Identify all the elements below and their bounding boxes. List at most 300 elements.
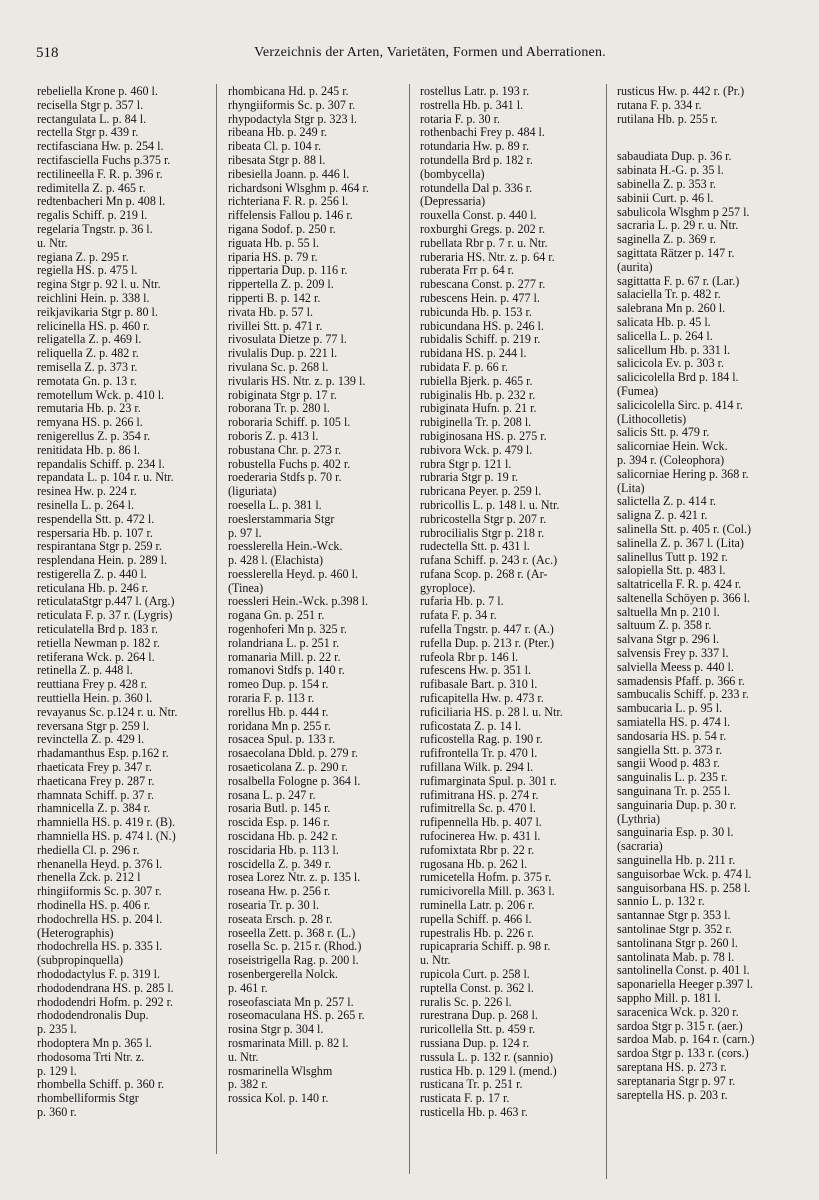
- index-entry: sambucalis Schiff. p. 233 r.: [617, 688, 749, 702]
- index-entry: rusticata F. p. 17 r.: [420, 1092, 510, 1106]
- index-entry: rubivora Wck. p. 479 l.: [420, 443, 533, 457]
- index-entry: ruficiliaria HS. p. 28 l. u. Ntr.: [420, 705, 563, 719]
- index-entry: repandata L. p. 104 r. u. Ntr.: [37, 471, 174, 485]
- index-entry: remutaria Hb. p. 23 r.: [37, 402, 141, 416]
- index-entry: reticulana Hb. p. 246 r.: [37, 581, 149, 595]
- index-entry: roseistrigella Rag. p. 200 l.: [228, 954, 359, 968]
- index-entry: (Tinea): [228, 581, 264, 595]
- index-entry: salvensis Frey p. 337 l.: [617, 647, 729, 661]
- index-entry: rhododendri Hofm. p. 292 r.: [37, 995, 174, 1009]
- index-entry: salaciella Tr. p. 482 r.: [617, 288, 721, 302]
- index-entry: robustana Chr. p. 273 r.: [228, 443, 342, 457]
- index-entry: rivulana Sc. p. 268 l.: [228, 360, 329, 374]
- index-entry: rosaria Butl. p. 145 r.: [228, 802, 331, 816]
- index-entry: rosaecolana Dbld. p. 279 r.: [228, 747, 358, 761]
- index-entry: sabinata H.-G. p. 35 l.: [617, 164, 724, 178]
- index-entry: roridana Mn p. 255 r.: [228, 719, 331, 733]
- index-entry: (Heterographis): [37, 926, 114, 940]
- index-entry: rustica Hb. p. 129 l. (mend.): [420, 1064, 557, 1078]
- index-entry: ribeata Cl. p. 104 r.: [228, 140, 322, 154]
- index-entry: rosearia Tr. p. 30 l.: [228, 899, 320, 913]
- index-entry: rubiginata Hufn. p. 21 r.: [420, 402, 537, 416]
- index-column-1: [37, 85, 209, 1120]
- index-entry: reichlini Hein. p. 338 l.: [37, 291, 150, 305]
- index-entry: rhyngiiformis Sc. p. 307 r.: [228, 98, 356, 112]
- index-entry: richteriana F. R. p. 256 l.: [228, 195, 349, 209]
- index-entry: sanguinaria Dup. p. 30 r.: [617, 798, 737, 812]
- index-entry: saracenica Wck. p. 320 r.: [617, 1005, 739, 1019]
- index-entry: salicicolella Brd p. 184 l.: [617, 371, 739, 385]
- index-entry: saginella Z. p. 369 r.: [617, 233, 717, 247]
- index-entry: reticulatella Brd p. 183 r.: [37, 623, 158, 637]
- index-entry: rufomixtata Rbr p. 22 r.: [420, 843, 535, 857]
- index-entry: rubidana HS. p. 244 l.: [420, 347, 527, 361]
- index-entry: sareptana HS. p. 273 r.: [617, 1060, 727, 1074]
- index-entry: sareptanaria Stgr p. 97 r.: [617, 1074, 736, 1088]
- index-entry: sardoa Stgr p. 133 r. (cors.): [617, 1047, 749, 1061]
- index-entry: rufillana Wilk. p. 294 l.: [420, 761, 534, 775]
- index-entry: roseomaculana HS. p. 265 r.: [228, 1009, 365, 1023]
- index-entry: rubricana Peyer. p. 259 l.: [420, 485, 542, 499]
- index-entry: p. 394 r. (Coleophora): [617, 453, 725, 467]
- index-entry: rufimarginata Spul. p. 301 r.: [420, 774, 557, 788]
- index-entry: rhadamanthus Esp. p.162 r.: [37, 747, 169, 761]
- index-column-4: [617, 85, 797, 1102]
- index-entry: salicellum Hb. p. 331 l.: [617, 343, 731, 357]
- index-entry: ruricollella Stt. p. 459 r.: [420, 1023, 536, 1037]
- index-entry: salictella Z. p. 414 r.: [617, 495, 717, 509]
- column-rule: [606, 84, 607, 1179]
- index-entry: rotundella Brd p. 182 r.: [420, 153, 533, 167]
- index-entry: rutilana Hb. p. 255 r.: [617, 112, 718, 126]
- index-entry: reikjavikaria Stgr p. 80 l.: [37, 305, 158, 319]
- index-entry: rectangulata L. p. 84 l.: [37, 112, 147, 126]
- index-entry: samiatella HS. p. 474 l.: [617, 716, 731, 730]
- index-entry: sabulicola Wlsghm p 257 l.: [617, 205, 750, 219]
- index-entry: redtenbacheri Mn p. 408 l.: [37, 195, 166, 209]
- index-entry: rusticus Hw. p. 442 r. (Pr.): [617, 85, 745, 98]
- index-entry: remotellum Wck. p. 410 l.: [37, 388, 165, 402]
- index-entry: sacraria L. p. 29 r. u. Ntr.: [617, 219, 739, 233]
- index-entry: [617, 142, 797, 150]
- index-entry: rogenhoferi Mn p. 325 r.: [228, 623, 347, 637]
- index-entry: rubricostella Stgr p. 207 r.: [420, 512, 547, 526]
- index-entry: rugosana Hb. p. 262 l.: [420, 857, 528, 871]
- index-entry: romanovi Stdfs p. 140 r.: [228, 664, 345, 678]
- index-entry: rubiginalis Hb. p. 232 r.: [420, 388, 536, 402]
- index-entry: retiferana Wck. p. 264 l.: [37, 650, 155, 664]
- index-entry: revinctella Z. p. 429 l.: [37, 733, 145, 747]
- index-entry: ribeana Hb. p. 249 r.: [228, 126, 328, 140]
- index-entry: rivulalis Dup. p. 221 l.: [228, 347, 338, 361]
- index-entry: sagittatta F. p. 67 r. (Lar.): [617, 274, 740, 288]
- index-entry: roseofasciata Mn p. 257 l.: [228, 995, 354, 1009]
- index-entry: rivosulata Dietze p. 77 l.: [228, 333, 347, 347]
- index-entry: regiana Z. p. 295 r.: [37, 250, 129, 264]
- index-entry: p. 129 l.: [37, 1064, 77, 1078]
- index-entry: ribesata Stgr p. 88 l.: [228, 153, 326, 167]
- index-entry: salicicola Ev. p. 303 r.: [617, 357, 725, 371]
- index-entry: sanguisorbae Wck. p. 474 l.: [617, 867, 752, 881]
- index-entry: u. Ntr.: [420, 954, 451, 968]
- index-entry: rossica Kol. p. 140 r.: [228, 1092, 329, 1106]
- index-entry: religatella Z. p. 469 l.: [37, 333, 142, 347]
- index-entry: russiana Dup. p. 124 r.: [420, 1036, 530, 1050]
- index-entry: rostrella Hb. p. 341 l.: [420, 98, 524, 112]
- index-entry: salinella Z. p. 367 l. (Lita): [617, 536, 744, 550]
- index-entry: rectifasciella Fuchs p.375 r.: [37, 153, 171, 167]
- index-entry: sardoa Stgr p. 315 r. (aer.): [617, 1019, 743, 1033]
- index-entry: rupestralis Hb. p. 226 r.: [420, 926, 534, 940]
- index-entry: rupella Schiff. p. 466 l.: [420, 912, 532, 926]
- index-entry: saponariella Heeger p.397 l.: [617, 978, 754, 992]
- index-entry: rumicivorella Mill. p. 363 l.: [420, 885, 555, 899]
- index-entry: p. 428 l. (Elachista): [228, 554, 324, 568]
- running-head: Verzeichnis der Arten, Varietäten, Formen und Aberrationen.: [254, 45, 606, 60]
- index-entry: salvana Stgr p. 296 l.: [617, 633, 720, 647]
- index-entry: ruberaria HS. Ntr. z. p. 64 r.: [420, 250, 555, 264]
- index-entry: [617, 126, 797, 134]
- index-entry: u. Ntr.: [228, 1050, 259, 1064]
- index-entry: romanaria Mill. p. 22 r.: [228, 650, 341, 664]
- index-entry: retinella Z. p. 448 l.: [37, 664, 133, 678]
- index-entry: roeslerstammaria Stgr: [228, 512, 335, 526]
- index-entry: respendella Stt. p. 472 l.: [37, 512, 155, 526]
- index-entry: rubrocilialis Stgr p. 218 r.: [420, 526, 545, 540]
- index-entry: rufescens Hw. p. 351 l.: [420, 664, 532, 678]
- index-entry: gyroploce).: [420, 581, 476, 595]
- index-entry: rectilineella F. R. p. 396 r.: [37, 167, 163, 181]
- index-entry: ribesiella Joann. p. 446 l.: [228, 167, 350, 181]
- index-entry: rufana Scop. p. 268 r. (Ar-: [420, 567, 548, 581]
- index-entry: respersaria Hb. p. 107 r.: [37, 526, 153, 540]
- index-entry: riparia HS. p. 79 r.: [228, 250, 318, 264]
- index-entry: roscidaria Hb. p. 113 l.: [228, 843, 339, 857]
- index-entry: rotaria F. p. 30 r.: [420, 112, 500, 126]
- index-column-2: [228, 85, 400, 1106]
- index-entry: rubicundana HS. p. 246 l.: [420, 319, 544, 333]
- index-entry: rotundella Dal p. 336 r.: [420, 181, 533, 195]
- index-entry: rhodoptera Mn p. 365 l.: [37, 1036, 152, 1050]
- index-entry: ruptella Const. p. 362 l.: [420, 981, 534, 995]
- index-entry: rectella Stgr p. 439 r.: [37, 126, 139, 140]
- index-entry: rusticana Tr. p. 251 r.: [420, 1078, 523, 1092]
- index-entry: rosella Sc. p. 215 r. (Rhod.): [228, 940, 362, 954]
- index-entry: sanguisorbana HS. p. 258 l.: [617, 881, 751, 895]
- index-entry: salebrana Mn p. 260 l.: [617, 302, 726, 316]
- index-entry: (aurita): [617, 260, 653, 274]
- index-entry: salinella Stt. p. 405 r. (Col.): [617, 522, 752, 536]
- index-entry: sabinella Z. p. 353 r.: [617, 177, 717, 191]
- index-entry: remotata Gn. p. 13 r.: [37, 374, 137, 388]
- index-entry: reuttiella Hein. p. 360 l.: [37, 692, 153, 706]
- index-entry: revayanus Sc. p.124 r. u. Ntr.: [37, 705, 178, 719]
- index-entry: sandosaria HS. p. 54 r.: [617, 729, 727, 743]
- index-entry: rufella Tngstr. p. 447 r. (A.): [420, 623, 554, 637]
- index-entry: p. 97 l.: [228, 526, 262, 540]
- index-entry: ruficostata Z. p. 14 l.: [420, 719, 522, 733]
- index-entry: sanguinella Hb. p. 211 r.: [617, 854, 736, 868]
- index-entry: roseata Ersch. p. 28 r.: [228, 912, 333, 926]
- index-entry: (Lita): [617, 481, 645, 495]
- index-entry: retiella Newman p. 182 r.: [37, 636, 160, 650]
- index-entry: rorellus Hb. p. 444 r.: [228, 705, 329, 719]
- index-entry: rubellata Rbr p. 7 r. u. Ntr.: [420, 236, 548, 250]
- index-entry: rubra Stgr p. 121 l.: [420, 457, 512, 471]
- index-entry: renigerellus Z. p. 354 r.: [37, 429, 151, 443]
- index-entry: rosea Lorez Ntr. z. p. 135 l.: [228, 871, 361, 885]
- index-entry: rubicunda Hb. p. 153 r.: [420, 305, 532, 319]
- index-entry: sappho Mill. p. 181 l.: [617, 992, 721, 1005]
- index-entry: rothenbachi Frey p. 484 l.: [420, 126, 545, 140]
- index-entry: rubricollis L. p. 148 l. u. Ntr.: [420, 498, 560, 512]
- index-entry: rhombella Schiff. p. 360 r.: [37, 1078, 165, 1092]
- index-entry: rubidata F. p. 66 r.: [420, 360, 509, 374]
- index-entry: ruberata Frr p. 64 r.: [420, 264, 515, 278]
- index-entry: reticulataStgr p.447 l. (Arg.): [37, 595, 175, 609]
- index-entry: sabinii Curt. p. 46 l.: [617, 191, 714, 205]
- index-entry: rosacea Spul. p. 133 r.: [228, 733, 336, 747]
- index-entry: rhodosoma Trti Ntr. z.: [37, 1050, 145, 1064]
- index-entry: salinellus Tutt p. 192 r.: [617, 550, 728, 564]
- index-entry: rivularis HS. Ntr. z. p. 139 l.: [228, 374, 366, 388]
- index-entry: rufimitrana HS. p. 274 r.: [420, 788, 539, 802]
- index-entry: (liguriata): [228, 485, 277, 499]
- index-entry: roessleri Hein.-Wck. p.398 l.: [228, 595, 369, 609]
- index-entry: rufana Schiff. p. 243 r. (Ac.): [420, 554, 558, 568]
- index-entry: roboraria Schiff. p. 105 l.: [228, 416, 351, 430]
- index-entry: rudectella Stt. p. 431 l.: [420, 540, 530, 554]
- index-entry: samadensis Pfaff. p. 366 r.: [617, 674, 745, 688]
- index-entry: rurestrana Dup. p. 268 l.: [420, 1009, 538, 1023]
- index-entry: rhamniella HS. p. 474 l. (N.): [37, 830, 176, 844]
- index-entry: saligna Z. p. 421 r.: [617, 509, 708, 523]
- index-entry: robiginata Stgr p. 17 r.: [228, 388, 337, 402]
- index-entry: rufipennella Hb. p. 407 l.: [420, 816, 542, 830]
- index-entry: remyana HS. p. 266 l.: [37, 416, 143, 430]
- index-entry: sanguinana Tr. p. 255 l.: [617, 785, 731, 799]
- index-entry: rostellus Latr. p. 193 r.: [420, 85, 530, 98]
- index-entry: saltatricella F. R. p. 424 r.: [617, 578, 742, 592]
- index-entry: respirantana Stgr p. 259 r.: [37, 540, 162, 554]
- index-entry: redimitella Z. p. 465 r.: [37, 181, 146, 195]
- index-entry: rutana F. p. 334 r.: [617, 98, 702, 112]
- index-entry: ruficapitella Hw. p. 473 r.: [420, 692, 544, 706]
- index-entry: renitidata Hb. p. 86 l.: [37, 443, 141, 457]
- index-entry: rubescens Hein. p. 477 l.: [420, 291, 540, 305]
- index-entry: robustella Fuchs p. 402 r.: [228, 457, 351, 471]
- index-entry: rhingiiformis Sc. p. 307 r.: [37, 885, 162, 899]
- index-entry: rufaria Hb. p. 7 l.: [420, 595, 504, 609]
- index-entry: saltenella Schöyen p. 366 l.: [617, 591, 751, 605]
- index-entry: rhododendrana HS. p. 285 l.: [37, 981, 174, 995]
- index-entry: rhombicana Hd. p. 245 r.: [228, 85, 349, 98]
- index-entry: rubescana Const. p. 277 r.: [420, 278, 546, 292]
- index-entry: rhodochrella HS. p. 204 l.: [37, 912, 163, 926]
- index-entry: saltuum Z. p. 358 r.: [617, 619, 712, 633]
- index-entry: recisella Stgr p. 357 l.: [37, 98, 144, 112]
- index-entry: remisella Z. p. 373 r.: [37, 360, 138, 374]
- index-entry: santolinata Mab. p. 78 l.: [617, 950, 735, 964]
- index-entry: rotundaria Hw. p. 89 r.: [420, 140, 530, 154]
- index-entry: regiella HS. p. 475 l.: [37, 264, 138, 278]
- index-entry: sangiella Stt. p. 373 r.: [617, 743, 723, 757]
- index-entry: sangii Wood p. 483 r.: [617, 757, 720, 771]
- index-entry: salicorniae Hering p. 368 r.: [617, 467, 749, 481]
- index-entry: roborana Tr. p. 280 l.: [228, 402, 330, 416]
- index-entry: sardoa Mab. p. 164 r. (carn.): [617, 1033, 755, 1047]
- index-entry: rosina Stgr p. 304 l.: [228, 1023, 324, 1037]
- index-entry: rosenbergerella Nolck.: [228, 968, 338, 981]
- index-entry: roraria F. p. 113 r.: [228, 692, 315, 706]
- index-entry: resinella L. p. 264 l.: [37, 498, 135, 512]
- index-entry: santannae Stgr p. 353 l.: [617, 909, 731, 923]
- index-entry: saltuella Mn p. 210 l.: [617, 605, 720, 619]
- index-entry: richardsoni Wlsghm p. 464 r.: [228, 181, 369, 195]
- index-column-3: [420, 85, 598, 1120]
- index-entry: salicata Hb. p. 45 l.: [617, 315, 711, 329]
- page-number: 518: [36, 45, 59, 61]
- index-entry: rivillei Stt. p. 471 r.: [228, 319, 323, 333]
- index-entry: ripperti B. p. 142 r.: [228, 291, 321, 305]
- index-entry: roscidella Z. p. 349 r.: [228, 857, 332, 871]
- index-entry: sagittata Rätzer p. 147 r.: [617, 246, 735, 260]
- index-entry: rhenanella Heyd. p. 376 l.: [37, 857, 163, 871]
- index-entry: salicis Stt. p. 479 r.: [617, 426, 710, 440]
- index-entry: rumicetella Hofm. p. 375 r.: [420, 871, 552, 885]
- index-entry: rufibasale Bart. p. 310 l.: [420, 678, 538, 692]
- index-entry: riguata Hb. p. 55 l.: [228, 236, 320, 250]
- index-entry: salopiella Stt. p. 483 l.: [617, 564, 726, 578]
- column-rule: [216, 84, 217, 1154]
- index-entry: resplendana Hein. p. 289 l.: [37, 554, 167, 568]
- index-entry: rebeliella Krone p. 460 l.: [37, 85, 158, 98]
- index-entry: restigerella Z. p. 440 l.: [37, 567, 147, 581]
- index-entry: reliquella Z. p. 482 r.: [37, 347, 139, 361]
- index-entry: rhododendronalis Dup.: [37, 1009, 149, 1023]
- index-entry: russula L. p. 132 r. (sannio): [420, 1050, 554, 1064]
- index-entry: rupicapraria Schiff. p. 98 r.: [420, 940, 551, 954]
- index-entry: [617, 134, 797, 142]
- index-entry: relicinella HS. p. 460 r.: [37, 319, 150, 333]
- index-entry: santolinella Const. p. 401 l.: [617, 964, 750, 978]
- index-entry: rhediella Cl. p. 296 r.: [37, 843, 140, 857]
- index-entry: rupicola Curt. p. 258 l.: [420, 968, 530, 981]
- index-entry: roesslerella Hein.-Wck.: [228, 540, 343, 554]
- index-entry: regelaria Tngstr. p. 36 l.: [37, 222, 153, 236]
- index-entry: (Fumea): [617, 384, 658, 398]
- index-entry: rippertella Z. p. 209 l.: [228, 278, 334, 292]
- index-entry: sannio L. p. 132 r.: [617, 895, 705, 909]
- index-entry: (Lythria): [617, 812, 660, 826]
- index-entry: rhamniella HS. p. 419 r. (B).: [37, 816, 176, 830]
- index-entry: roederaria Stdfs p. 70 r.: [228, 471, 342, 485]
- index-entry: roseella Zett. p. 368 r. (L.): [228, 926, 356, 940]
- index-entry: rhamnicella Z. p. 384 r.: [37, 802, 151, 816]
- index-entry: rosalbella Fologne p. 364 l.: [228, 774, 361, 788]
- index-entry: rogana Gn. p. 251 r.: [228, 609, 325, 623]
- index-entry: rhaeticata Frey p. 347 r.: [37, 761, 152, 775]
- index-entry: (subpropinquella): [37, 954, 123, 968]
- index-entry: roxburghi Gregs. p. 202 r.: [420, 222, 546, 236]
- index-entry: ruficostella Rag. p. 190 r.: [420, 733, 543, 747]
- index-entry: rufimitrella Sc. p. 470 l.: [420, 802, 536, 816]
- index-entry: sareptella HS. p. 203 r.: [617, 1088, 728, 1102]
- index-entry: regina Stgr p. 92 l. u. Ntr.: [37, 278, 161, 292]
- index-entry: sanguinaria Esp. p. 30 l.: [617, 826, 734, 840]
- index-entry: rufeola Rbr p. 146 l.: [420, 650, 519, 664]
- index-entry: rusticella Hb. p. 463 r.: [420, 1105, 528, 1119]
- index-entry: rosaeticolana Z. p. 290 r.: [228, 761, 348, 775]
- index-entry: p. 235 l.: [37, 1023, 77, 1037]
- index-entry: rhypodactyla Stgr p. 323 l.: [228, 112, 357, 126]
- index-entry: rivata Hb. p. 57 l.: [228, 305, 313, 319]
- index-entry: rigana Sodof. p. 250 r.: [228, 222, 336, 236]
- column-rule: [409, 84, 410, 1174]
- index-entry: rolandriana L. p. 251 r.: [228, 636, 340, 650]
- index-entry: salviella Meess p. 440 l.: [617, 660, 734, 674]
- index-entry: rhombelliformis Stgr: [37, 1092, 139, 1106]
- index-entry: roscida Esp. p. 146 r.: [228, 816, 330, 830]
- index-entry: rippertaria Dup. p. 116 r.: [228, 264, 348, 278]
- index-entry: (Depressaria): [420, 195, 486, 209]
- index-entry: rubiella Bjerk. p. 465 r.: [420, 374, 533, 388]
- index-entry: roboris Z. p. 413 l.: [228, 429, 319, 443]
- index-entry: (bombycella): [420, 167, 485, 181]
- index-entry: rosana L. p. 247 r.: [228, 788, 316, 802]
- index-entry: roesslerella Heyd. p. 460 l.: [228, 567, 358, 581]
- index-entry: rhenella Zck. p. 212 l: [37, 871, 141, 885]
- index-entry: riffelensis Fallou p. 146 r.: [228, 209, 353, 223]
- index-entry: ruminella Latr. p. 206 r.: [420, 899, 535, 913]
- index-entry: sanguinalis L. p. 235 r.: [617, 771, 728, 785]
- index-entry: roscidana Hb. p. 242 r.: [228, 830, 338, 844]
- index-entry: rufata F. p. 34 r.: [420, 609, 497, 623]
- index-entry: rufocinerea Hw. p. 431 l.: [420, 830, 541, 844]
- index-entry: sabaudiata Dup. p. 36 r.: [617, 150, 732, 164]
- index-entry: roesella L. p. 381 l.: [228, 498, 322, 512]
- index-entry: rufella Dup. p. 213 r. (Pter.): [420, 636, 555, 650]
- index-entry: rubidalis Schiff. p. 219 r.: [420, 333, 541, 347]
- index-entry: rhamnata Schiff. p. 37 r.: [37, 788, 154, 802]
- index-entry: rectifasciana Hw. p. 254 l.: [37, 140, 164, 154]
- index-entry: romeo Dup. p. 154 r.: [228, 678, 329, 692]
- index-entry: salicicolella Sirc. p. 414 r.: [617, 398, 743, 412]
- index-entry: rhododactylus F. p. 319 l.: [37, 968, 160, 981]
- index-entry: u. Ntr.: [37, 236, 68, 250]
- index-entry: rubiginella Tr. p. 208 l.: [420, 416, 532, 430]
- index-entry: rouxella Const. p. 440 l.: [420, 209, 537, 223]
- index-entry: p. 382 r.: [228, 1078, 268, 1092]
- index-entry: santolinana Stgr p. 260 l.: [617, 936, 738, 950]
- index-entry: roseana Hw. p. 256 r.: [228, 885, 331, 899]
- index-entry: santolinae Stgr p. 352 r.: [617, 923, 732, 937]
- index-entry: rubraria Stgr p. 19 r.: [420, 471, 519, 485]
- index-entry: p. 360 r.: [37, 1105, 77, 1119]
- index-entry: rhodinella HS. p. 406 r.: [37, 899, 151, 913]
- index-entry: reticulata F. p. 37 r. (Lygris): [37, 609, 173, 623]
- index-entry: regalis Schiff. p. 219 l.: [37, 209, 148, 223]
- index-entry: salicorniae Hein. Wck.: [617, 440, 728, 454]
- index-entry: ruralis Sc. p. 226 l.: [420, 995, 512, 1009]
- index-entry: reuttiana Frey p. 428 r.: [37, 678, 148, 692]
- index-entry: sambucaria L. p. 95 l.: [617, 702, 723, 716]
- index-entry: salicella L. p. 264 l.: [617, 329, 713, 343]
- index-entry: rubiginosana HS. p. 275 r.: [420, 429, 547, 443]
- index-entry: (sacraria): [617, 840, 663, 854]
- index-entry: rhaeticana Frey p. 287 r.: [37, 774, 155, 788]
- index-entry: (Lithocolletis): [617, 412, 687, 426]
